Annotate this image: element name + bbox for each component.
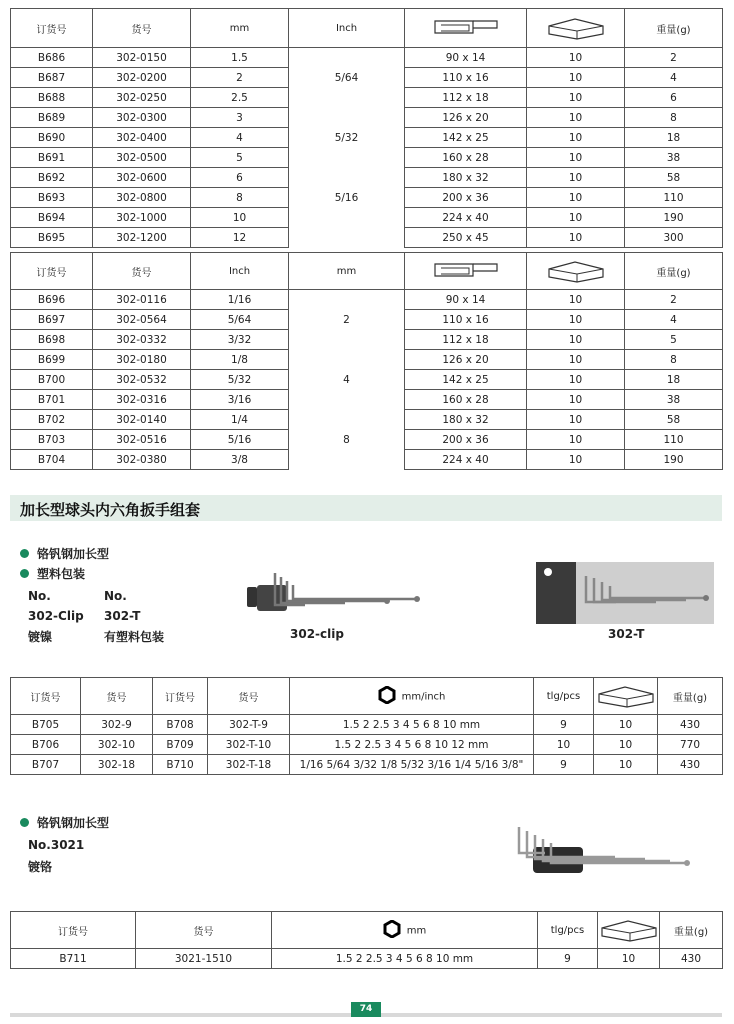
table-cell: 2.5 [191, 88, 289, 108]
table-cell: B709 [153, 735, 208, 755]
header-cell [527, 253, 625, 290]
table-row [11, 208, 723, 228]
spec-table-inch [10, 252, 723, 470]
table-cell [289, 290, 405, 310]
table-cell: 2 [191, 68, 289, 88]
table-cell [289, 410, 405, 430]
table-cell: 112 x 18 [405, 88, 527, 108]
table-cell: 8 [191, 188, 289, 208]
table-cell: B705 [11, 715, 81, 735]
table-cell: 180 x 32 [405, 168, 527, 188]
header-cell: Inch [289, 9, 405, 48]
header-cell: mm [191, 9, 289, 48]
table-cell: 302-0532 [93, 370, 191, 390]
table-cell: 302-1200 [93, 228, 191, 248]
table-cell: 302-0140 [93, 410, 191, 430]
table-row [11, 370, 723, 390]
table-cell: B703 [11, 430, 93, 450]
table-cell: B706 [11, 735, 81, 755]
table-cell: 190 [625, 208, 723, 228]
header-cell: 订货号 [153, 678, 208, 715]
table-row [11, 310, 723, 330]
table-cell: B691 [11, 148, 93, 168]
table-cell: 1.5 2 2.5 3 4 5 6 8 10 12 mm [290, 735, 534, 755]
table-cell: 302-9 [81, 715, 153, 735]
header-cell: 订货号 [11, 678, 81, 715]
table-cell [289, 330, 405, 350]
table-cell: 302-0200 [93, 68, 191, 88]
table-cell: 10 [191, 208, 289, 228]
table-row [11, 228, 723, 248]
table-cell: 5 [191, 148, 289, 168]
table-cell: 10 [527, 290, 625, 310]
table-cell: 302-0116 [93, 290, 191, 310]
table-cell: 12 [191, 228, 289, 248]
bullet-dot-icon [20, 569, 29, 578]
table-row [11, 48, 723, 68]
table-cell: 4 [191, 128, 289, 148]
table-row [11, 290, 723, 310]
table-row [11, 148, 723, 168]
table-cell: B701 [11, 390, 93, 410]
table-cell: 10 [527, 208, 625, 228]
header-cell [290, 678, 534, 715]
table-cell: 1.5 2 2.5 3 4 5 6 8 10 mm [290, 715, 534, 735]
package-box-icon [527, 259, 624, 283]
table-cell: 10 [527, 168, 625, 188]
product-image-302-clip [245, 565, 430, 620]
table-cell: 4 [289, 370, 405, 390]
table-cell: 3 [191, 108, 289, 128]
table-cell: 5/32 [289, 128, 405, 148]
table-row [11, 755, 723, 775]
table-cell: 302-0180 [93, 350, 191, 370]
table-cell [289, 208, 405, 228]
table-cell: B688 [11, 88, 93, 108]
table-cell [289, 88, 405, 108]
table-cell: 2 [625, 48, 723, 68]
table-cell [289, 48, 405, 68]
table-cell: 10 [594, 735, 658, 755]
table-cell: 3/8 [191, 450, 289, 470]
header-cell: Inch [191, 253, 289, 290]
table-cell: B690 [11, 128, 93, 148]
table-row [11, 88, 723, 108]
table-cell: 5/16 [289, 188, 405, 208]
table-cell: 9 [534, 755, 594, 775]
table-cell: 1/4 [191, 410, 289, 430]
table-row [11, 68, 723, 88]
header-cell: 货号 [136, 912, 272, 949]
table-cell: 302-10 [81, 735, 153, 755]
header-cell: 重量(g) [658, 678, 723, 715]
table-cell: 9 [534, 715, 594, 735]
package-box-icon [594, 684, 657, 708]
bullet-3: 铬钒钢加长型 [20, 812, 109, 831]
hex-key-dimension-icon [405, 17, 526, 39]
table-cell: 3/16 [191, 390, 289, 410]
table-cell: 302-0380 [93, 450, 191, 470]
table-cell: B707 [11, 755, 81, 775]
table-cell: 302-0250 [93, 88, 191, 108]
table-cell: B694 [11, 208, 93, 228]
table-cell: 10 [527, 108, 625, 128]
table-cell: 110 x 16 [405, 310, 527, 330]
table-cell: 302-0516 [93, 430, 191, 450]
model-left: 302-Clip [28, 609, 84, 623]
header-label: mm [406, 925, 427, 936]
caption-302-clip: 302-clip [290, 627, 344, 641]
table-cell: 10 [527, 68, 625, 88]
table-cell: 126 x 20 [405, 350, 527, 370]
table-cell: 10 [527, 330, 625, 350]
table-cell: B711 [11, 949, 136, 969]
table-row [11, 410, 723, 430]
header-row [11, 678, 723, 715]
table-row [11, 350, 723, 370]
table-cell: 302-0564 [93, 310, 191, 330]
table-row [11, 949, 723, 969]
table-cell: 5/32 [191, 370, 289, 390]
bullet-1: 铬钒钢加长型 [20, 543, 109, 562]
table-cell: 302-T-18 [208, 755, 290, 775]
set-table-3021 [10, 911, 723, 969]
table-row [11, 735, 723, 755]
table-cell: 224 x 40 [405, 208, 527, 228]
table-cell: 10 [527, 350, 625, 370]
header-cell: 订货号 [11, 9, 93, 48]
table-cell: 430 [658, 715, 723, 735]
table-cell: 1.5 2 2.5 3 4 5 6 8 10 mm [272, 949, 538, 969]
table-cell: 142 x 25 [405, 128, 527, 148]
table-cell: 10 [527, 48, 625, 68]
table-cell: 58 [625, 410, 723, 430]
table-cell: 302-0332 [93, 330, 191, 350]
table-cell: 302-18 [81, 755, 153, 775]
table-cell [289, 228, 405, 248]
set-table [10, 677, 723, 775]
header-cell [405, 9, 527, 48]
table-row [11, 108, 723, 128]
table-cell: 302-0316 [93, 390, 191, 410]
table-row [11, 450, 723, 470]
table-cell: 10 [594, 755, 658, 775]
header-row [11, 253, 723, 290]
table-row [11, 390, 723, 410]
table-cell: 5 [625, 330, 723, 350]
table-cell [289, 108, 405, 128]
table-cell: B698 [11, 330, 93, 350]
model-3021: No.3021 [28, 838, 85, 852]
table-row [11, 715, 723, 735]
table-cell: 4 [625, 310, 723, 330]
table-cell: 90 x 14 [405, 48, 527, 68]
header-row [11, 912, 723, 949]
product-image-3021 [505, 823, 695, 883]
table-cell: 302-0300 [93, 108, 191, 128]
table-cell [289, 168, 405, 188]
header-cell [598, 912, 660, 949]
table-cell: 6 [625, 88, 723, 108]
table-cell: B687 [11, 68, 93, 88]
header-label: mm/inch [401, 691, 446, 702]
header-cell [405, 253, 527, 290]
model-right: 302-T [104, 609, 141, 623]
table-cell: B710 [153, 755, 208, 775]
table-cell: 190 [625, 450, 723, 470]
table-cell: 110 [625, 430, 723, 450]
bullet-dot-icon [20, 818, 29, 827]
table-cell: B692 [11, 168, 93, 188]
table-cell: 10 [527, 430, 625, 450]
table-cell: 302-0500 [93, 148, 191, 168]
table-cell: 8 [289, 430, 405, 450]
bullet-dot-icon [20, 549, 29, 558]
table-cell: 110 [625, 188, 723, 208]
product-image-302-t [536, 562, 714, 624]
table-cell: 5/64 [191, 310, 289, 330]
caption-302-t: 302-T [608, 627, 645, 641]
table-cell: 10 [598, 949, 660, 969]
table-cell: 430 [660, 949, 723, 969]
table-cell: 10 [527, 188, 625, 208]
table-cell [289, 450, 405, 470]
table-cell: B696 [11, 290, 93, 310]
table-cell: B700 [11, 370, 93, 390]
hex-socket-icon [383, 920, 401, 941]
header-cell: 订货号 [11, 912, 136, 949]
table-cell: 9 [538, 949, 598, 969]
header-cell [272, 912, 538, 949]
header-cell: tlg/pcs [534, 678, 594, 715]
table-cell: 18 [625, 128, 723, 148]
table-cell: B695 [11, 228, 93, 248]
header-cell: 货号 [93, 9, 191, 48]
table-cell: 160 x 28 [405, 390, 527, 410]
table-cell: 10 [527, 88, 625, 108]
table-cell: 250 x 45 [405, 228, 527, 248]
header-cell: 重量(g) [625, 253, 723, 290]
bullet-2: 塑料包装 [20, 563, 85, 582]
page-number: 74 [351, 1002, 381, 1017]
header-cell: 订货号 [11, 253, 93, 290]
spec-table-metric [10, 8, 723, 248]
no-label-right: No. [104, 589, 127, 603]
table-cell: B704 [11, 450, 93, 470]
table-cell [289, 390, 405, 410]
table-cell: 1/16 5/64 3/32 1/8 5/32 3/16 1/4 5/16 3/8" [290, 755, 534, 775]
table-cell: 5/16 [191, 430, 289, 450]
header-cell: tlg/pcs [538, 912, 598, 949]
header-cell: 货号 [81, 678, 153, 715]
table-cell: B708 [153, 715, 208, 735]
hex-socket-icon [378, 686, 396, 707]
hex-key-dimension-icon [405, 260, 526, 282]
table-cell: 10 [527, 370, 625, 390]
table-cell: 38 [625, 148, 723, 168]
finish-3021: 镀铬 [28, 860, 53, 874]
table-cell: 200 x 36 [405, 430, 527, 450]
table-cell: 180 x 32 [405, 410, 527, 430]
table-row [11, 168, 723, 188]
table-cell: 38 [625, 390, 723, 410]
table-cell: 1/16 [191, 290, 289, 310]
table-cell: 300 [625, 228, 723, 248]
table-cell: 224 x 40 [405, 450, 527, 470]
header-cell [527, 9, 625, 48]
package-box-icon [598, 918, 659, 942]
table-cell: 10 [527, 228, 625, 248]
table-cell: 302-0400 [93, 128, 191, 148]
table-cell: 10 [527, 450, 625, 470]
table-cell: B702 [11, 410, 93, 430]
table-cell: 90 x 14 [405, 290, 527, 310]
table-cell: 10 [527, 310, 625, 330]
table-cell: 10 [527, 390, 625, 410]
table-cell: 110 x 16 [405, 68, 527, 88]
section-title: 加长型球头内六角扳手组套 [20, 501, 201, 519]
table-cell: 10 [527, 148, 625, 168]
table-cell: 10 [534, 735, 594, 755]
table-cell: 1/8 [191, 350, 289, 370]
table-cell: 4 [625, 68, 723, 88]
table-cell: 126 x 20 [405, 108, 527, 128]
finish-left: 镀镍 [28, 630, 53, 644]
table-cell: 112 x 18 [405, 330, 527, 350]
table-cell: 302-0600 [93, 168, 191, 188]
table-cell: 8 [625, 350, 723, 370]
table-cell: B689 [11, 108, 93, 128]
table-cell [289, 350, 405, 370]
table-cell: 302-0800 [93, 188, 191, 208]
table-cell: 160 x 28 [405, 148, 527, 168]
table-cell: B686 [11, 48, 93, 68]
table-cell: 302-T-9 [208, 715, 290, 735]
table-cell: 10 [594, 715, 658, 735]
no-label-left: No. [28, 589, 51, 603]
table-cell [289, 148, 405, 168]
table-cell: 430 [658, 755, 723, 775]
table-row [11, 430, 723, 450]
header-cell: mm [289, 253, 405, 290]
table-cell: 10 [527, 128, 625, 148]
table-cell: 5/64 [289, 68, 405, 88]
table-cell: 6 [191, 168, 289, 188]
table-cell: 2 [289, 310, 405, 330]
table-row [11, 128, 723, 148]
table-row [11, 330, 723, 350]
table-cell: 142 x 25 [405, 370, 527, 390]
finish-right: 有塑料包装 [104, 630, 165, 644]
header-cell [594, 678, 658, 715]
table-cell: B699 [11, 350, 93, 370]
header-cell: 重量(g) [625, 9, 723, 48]
table-cell: 2 [625, 290, 723, 310]
table-cell: 302-0150 [93, 48, 191, 68]
table-cell: 302-T-10 [208, 735, 290, 755]
table-cell: 3021-1510 [136, 949, 272, 969]
table-cell: B693 [11, 188, 93, 208]
header-cell: 货号 [208, 678, 290, 715]
table-cell: 302-1000 [93, 208, 191, 228]
table-cell: 10 [527, 410, 625, 430]
header-cell: 货号 [93, 253, 191, 290]
table-cell: 58 [625, 168, 723, 188]
header-row [11, 9, 723, 48]
table-cell: 770 [658, 735, 723, 755]
table-cell: 8 [625, 108, 723, 128]
table-cell: B697 [11, 310, 93, 330]
table-row [11, 188, 723, 208]
table-cell: 200 x 36 [405, 188, 527, 208]
table-cell: 18 [625, 370, 723, 390]
package-box-icon [527, 16, 624, 40]
table-cell: 1.5 [191, 48, 289, 68]
table-cell: 3/32 [191, 330, 289, 350]
header-cell: 重量(g) [660, 912, 723, 949]
